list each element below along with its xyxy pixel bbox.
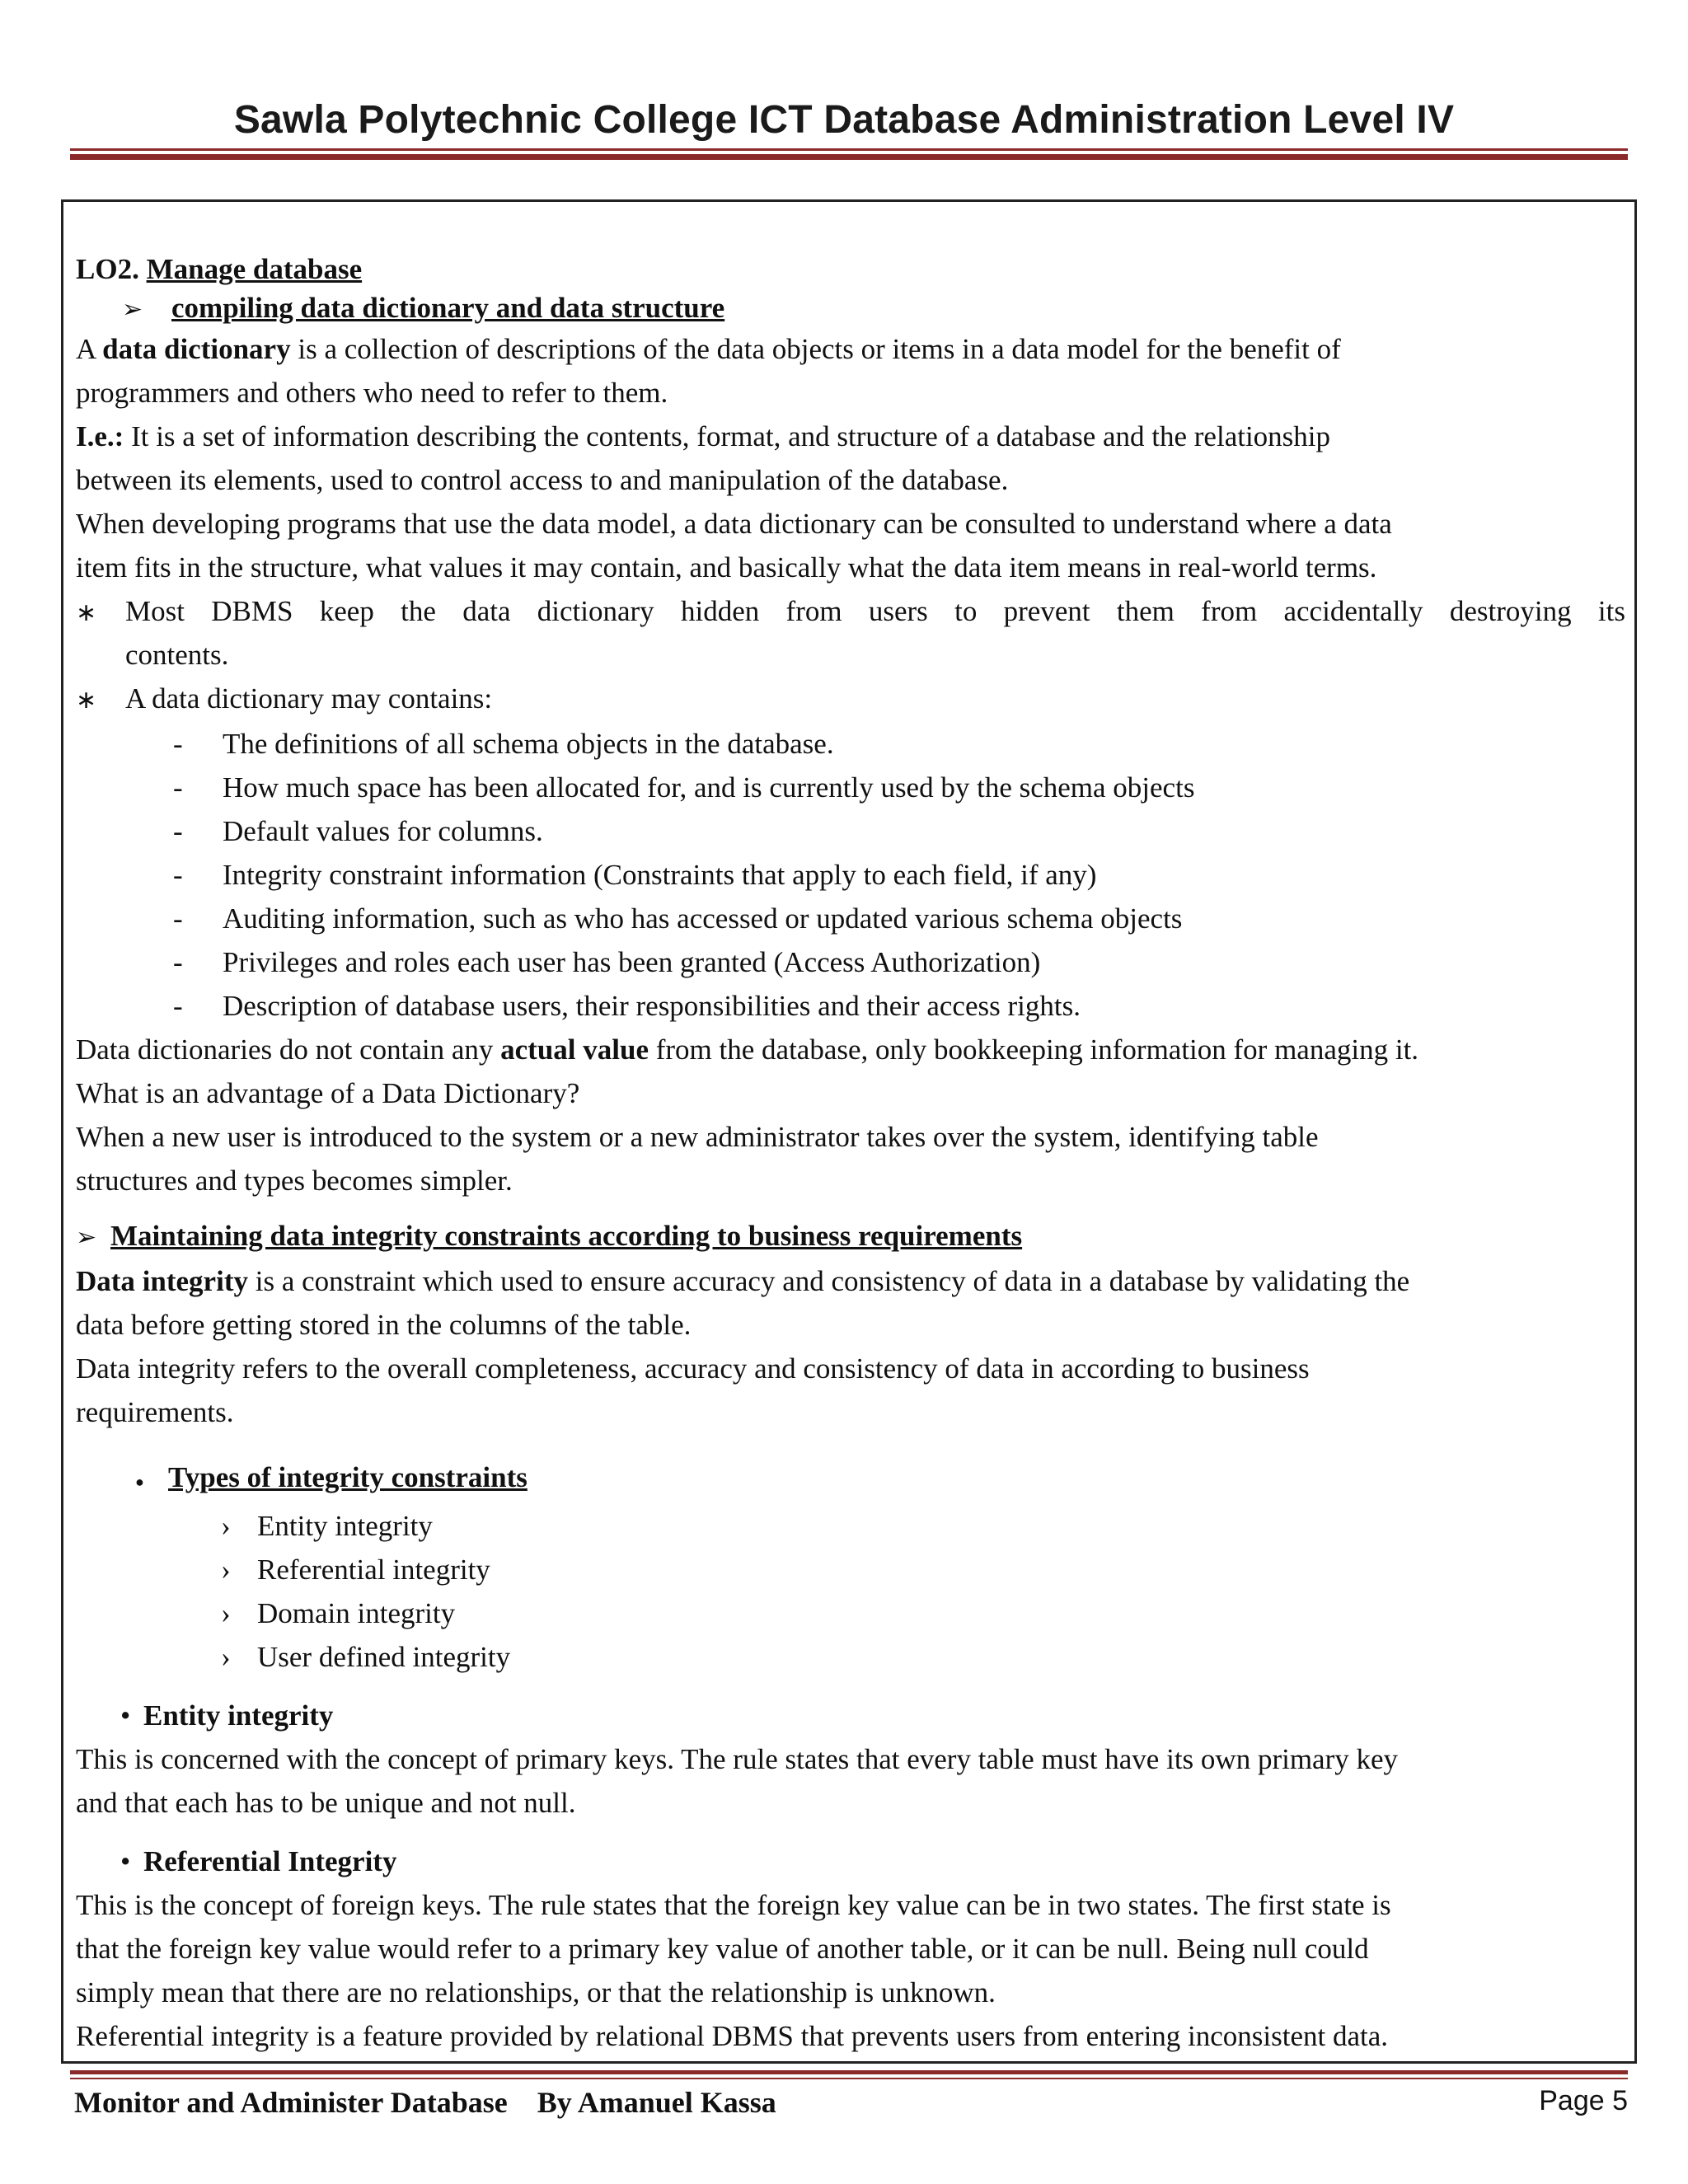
dash-item-text: Description of database users, their responsibilities and their access rights. [223, 990, 1081, 1022]
dash-list-item [76, 984, 1625, 1028]
type-item-text: User defined integrity [257, 1641, 511, 1673]
chevron-bullet-icon: › [221, 1510, 231, 1542]
dash-item-text: Privileges and roles each user has been granted (Access Authorization) [223, 946, 1041, 978]
paragraph-line: When a new user is introduced to the system or a new administrator takes over the system, identifying table [76, 1121, 1319, 1153]
lo-heading [76, 247, 1625, 291]
paragraph-line: This is concerned with the concept of primary keys. The rule states that every table must have its own primary key [76, 1743, 1399, 1775]
dot-bullet-icon: ● [135, 1474, 144, 1490]
paragraph-line: requirements. [76, 1396, 234, 1428]
dash-list-item [76, 809, 1625, 853]
term-data-dictionary: data dictionary [102, 333, 291, 365]
page-header-title: Sawla Polytechnic College ICT Database Administration Level IV [233, 98, 1455, 142]
paragraph-line: When developing programs that use the data model, a data dictionary can be consulted to understand where a data [76, 508, 1392, 540]
text-span: is a collection of descriptions of the data objects or items in a data model for the benefit of [298, 333, 1341, 365]
type-item-text: Domain integrity [257, 1597, 456, 1629]
dash-item-text: The definitions of all schema objects in the database. [223, 728, 834, 760]
lo-prefix: LO2. [76, 253, 139, 285]
entity-heading [76, 1694, 1625, 1737]
paragraph [76, 1259, 1625, 1303]
term-actual-value: actual value [500, 1033, 649, 1066]
dash-bullet-icon: - [173, 728, 183, 760]
paragraph-line: simply mean that there are no relationships, or that the relationship is unknown. [76, 1976, 996, 2008]
dash-item-text: Integrity constraint information (Constraints that apply to each field, if any) [223, 859, 1097, 891]
referential-heading [76, 1840, 1625, 1883]
paragraph [76, 415, 1625, 458]
paragraph-line: Referential integrity is a feature provided by relational DBMS that prevents users from entering inconsistent data. [76, 2020, 1389, 2052]
text-span: It is a set of information describing the contents, format, and structure of a database and the relationship [131, 420, 1331, 452]
footer-rule-thick [70, 2070, 1628, 2074]
paragraph-line: Data integrity refers to the overall completeness, accuracy and consistency of data in according to business [76, 1352, 1310, 1385]
type-list-item [76, 1548, 1625, 1591]
term-ie: I.e.: [76, 420, 124, 452]
type-list-item [76, 1591, 1625, 1635]
text-line: contents. [125, 639, 229, 671]
type-item-text: Referential integrity [257, 1554, 490, 1586]
header-rule-thick [70, 154, 1628, 160]
question-line: What is an advantage of a Data Dictionary? [76, 1077, 580, 1109]
dash-bullet-icon: - [173, 771, 183, 804]
footer-left-text: Monitor and Administer Database By Amanuel Kassa [74, 2086, 776, 2119]
type-list-item [76, 1504, 1625, 1548]
star-list-item [76, 589, 1625, 677]
dash-bullet-icon: - [173, 859, 183, 891]
dash-bullet-icon: - [173, 946, 183, 978]
dash-bullet-icon: - [173, 902, 183, 935]
dash-list-item [76, 897, 1625, 940]
paragraph-line: and that each has to be unique and not null. [76, 1787, 576, 1819]
dash-item-text: Auditing information, such as who has accessed or updated various schema objects [223, 902, 1183, 935]
paragraph-line: data before getting stored in the columns of the table. [76, 1309, 692, 1341]
types-heading-text: Types of integrity constraints [168, 1461, 528, 1493]
dash-list-item [76, 722, 1625, 766]
arrow-bullet-icon: ➢ [76, 1224, 97, 1251]
header-rule-thin [70, 148, 1628, 151]
dash-list-item [76, 853, 1625, 897]
document-body [76, 247, 1625, 2058]
paragraph [76, 1028, 1625, 1071]
entity-heading-text: Entity integrity [143, 1699, 334, 1732]
paragraph-line: programmers and others who need to refer to them. [76, 377, 668, 409]
paragraph-line: between its elements, used to control access to and manipulation of the database. [76, 464, 1009, 496]
section2-heading [76, 1214, 1625, 1259]
text-span: from the database, only bookkeeping information for managing it. [655, 1033, 1419, 1066]
star-item-text [125, 589, 1625, 677]
referential-heading-text: Referential Integrity [143, 1845, 397, 1877]
type-item-text: Entity integrity [257, 1510, 433, 1542]
lo-title: Manage database [146, 253, 363, 285]
page-footer [74, 2085, 1628, 2135]
types-heading [76, 1455, 1625, 1504]
star-item-text: A data dictionary may contains: [125, 682, 493, 715]
bullet-icon: • [120, 1699, 131, 1732]
dash-bullet-icon: - [173, 815, 183, 847]
paragraph [76, 327, 1625, 371]
section1-heading-text: compiling data dictionary and data structure [171, 292, 725, 324]
footer-rule-thin [70, 2078, 1628, 2079]
bullet-icon: • [120, 1845, 131, 1877]
type-list-item [76, 1635, 1625, 1679]
chevron-bullet-icon: › [221, 1554, 231, 1586]
text-line: Most DBMS keep the data dictionary hidden from users to prevent them from accidentally destroying its [125, 595, 1625, 627]
paragraph-line: This is the concept of foreign keys. The rule states that the foreign key value can be in two states. The first state is [76, 1889, 1391, 1921]
star-list-item [76, 677, 1625, 722]
dash-item-text: How much space has been allocated for, and is currently used by the schema objects [223, 771, 1195, 804]
section1-heading [76, 291, 1625, 327]
dash-list-item [76, 766, 1625, 809]
asterisk-bullet-icon: ∗ [76, 687, 97, 714]
dash-item-text: Default values for columns. [223, 815, 543, 847]
chevron-bullet-icon: › [221, 1597, 231, 1629]
text-span: Data dictionaries do not contain any [76, 1033, 494, 1066]
dash-list-item [76, 940, 1625, 984]
text-span: is a constraint which used to ensure accuracy and consistency of data in a database by validating the [255, 1265, 1410, 1297]
arrow-bullet-icon: ➢ [122, 296, 143, 323]
dash-bullet-icon: - [173, 990, 183, 1022]
page-number: Page 5 [1539, 2085, 1628, 2116]
text-span: A [76, 333, 96, 365]
term-data-integrity: Data integrity [76, 1265, 248, 1297]
paragraph-line: item fits in the structure, what values it may contain, and basically what the data item means in real-world terms. [76, 551, 1377, 583]
chevron-bullet-icon: › [221, 1641, 231, 1673]
section2-heading-text: Maintaining data integrity constraints according to business requirements [110, 1220, 1023, 1252]
paragraph-line: structures and types becomes simpler. [76, 1165, 513, 1197]
asterisk-bullet-icon: ∗ [76, 599, 97, 626]
paragraph-line: that the foreign key value would refer to a primary key value of another table, or it can be null. Being null could [76, 1933, 1369, 1965]
